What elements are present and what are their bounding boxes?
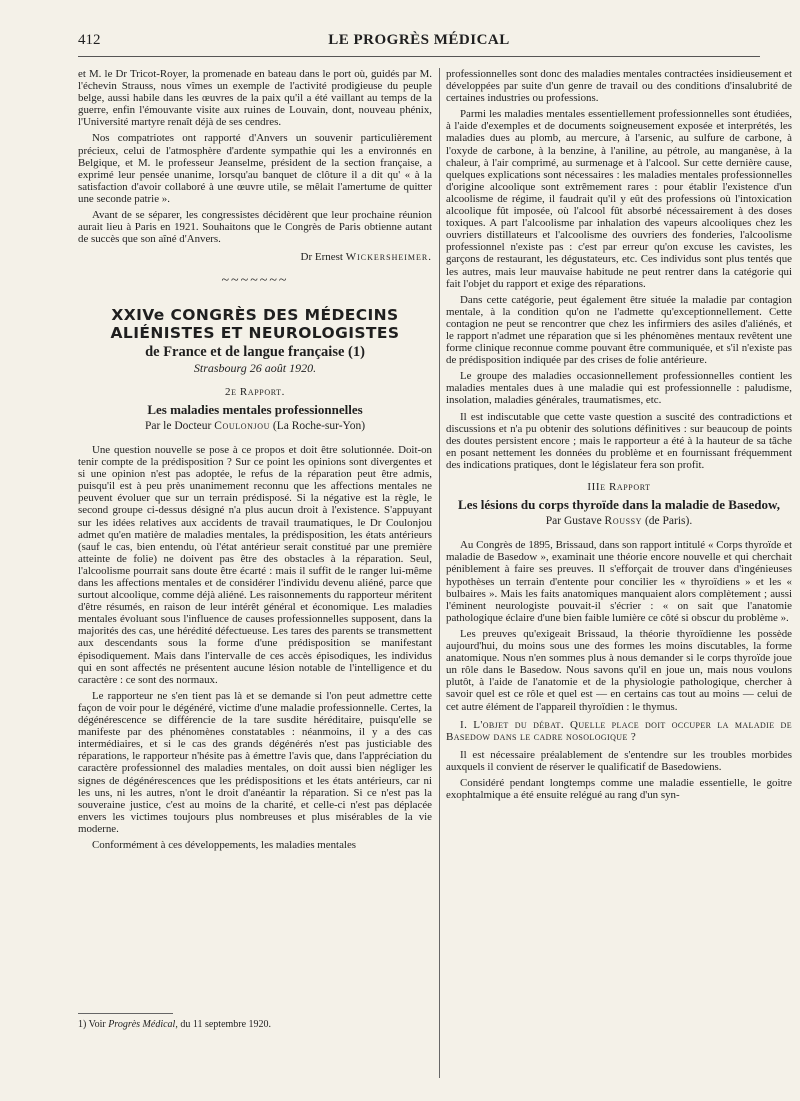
author-place: (La Roche-sur-Yon) [269, 419, 366, 432]
author-prefix: Par Gustave [545, 515, 605, 528]
author-name: Roussy [604, 515, 643, 528]
footnote-journal: Progrès Médical [108, 1019, 176, 1030]
rapport-label: 2e Rapport. [224, 385, 286, 398]
signature [78, 251, 432, 263]
paragraph: Le groupe des maladies occasionnellement professionnelles contient les maladies mentales dues à une maladie qui est professionnelle : paludisme, insolation, maladies générales, traumatismes, etc. [446, 370, 792, 407]
column-divider [439, 68, 440, 1078]
congress-title: XXIVe CONGRÈS DES MÉDECINS ALIÉNISTES ET NEUROLOGISTES [110, 305, 400, 342]
signature-prefix: Dr Ernest [300, 251, 346, 264]
paragraph: Au Congrès de 1895, Brissaud, dans son rapport intitulé « Corps thyroïde et maladie de Basedow », examinait une théorie encore nouvelle et qui cherchait péniblement à faire ses preuves. Il s'efforçait de trouver dans d'ingénieuses hypothèses un terrain d'entente pour concilier les « thyroïdiens » et les « bulbaires ». Mais les faits anatomiques manquaient alors complètement ; aussi l'éminent neurologiste pouvait-il s'écrier : « on sait que l'anatomie pathologique éclaire d'une bien faible lumière ce côté si obscur du problème ». [446, 539, 792, 624]
congress-subtitle: de France et de langue française (1) [145, 343, 365, 360]
paragraph: Parmi les maladies mentales essentiellement professionnelles sont étudiées, à l'aide d'exemples et de documents soigneusement exposée et interprétés, les maladies dues au plomb, au mercure, à l'arsenic, au sulfure de carbone, à l'oxyde de carbone, à la benzine, à l'aniline, au pétrole, au manganèse, à la chaleur, à l'air comprimé, au surmenage et à l'alcool. Sur cette dernière cause, quelques explications sont nécessaires : les maladies mentales professionnelles d'origine alcoolique sont extrêmement rares : pour établir l'existence d'un alcoolisme de régime, il faudrait qu'il y eût des professions où l'intoxication alcoolique fût imposée, où l'alcool fût absorbé nécessairement à des doses toxiques. A part l'alcoolisme par inhalation des vapeurs alcooliques chez les ouvriers distillateurs et l'alcoolisme des ouvriers des fonderies, l'alcoolisme professionnel n'existe pas : c'est par erreur qu'on excuse les cavistes, les garçons de restaurant, les dégustateurs, etc. Ces individus sont plus tentés que les autres, mais leur mauvaise habitude ne peut rentrer dans la catégorie qui fait l'objet du rapport et exige des réparations. [446, 108, 792, 290]
author-prefix: Par le Docteur [144, 419, 215, 432]
paragraph: Une question nouvelle se pose à ce propos et doit être solutionnée. Doit-on tenir compte de la prédisposition ? Sur ce point les opinions sont divergentes et si une opinion n'est pas adoptée, le refus de la réparation peut être admis, puisqu'il est à peu près unanimement reconnu que les affections mentales ne peuvent évoluer que sur un terrain prédisposé. Si la négative est la règle, le second groupe ci-dessus désigné n'a plus aucun droit à l'existence. S'appuyant sur les idées relatives aux accidents de travail traumatiques, le Dr Coulonjou admet qu'en matière de maladies mentales, la prédisposition, les états antérieurs (sauf le cas, bien entendu, où l'état antérieur serait constitué par une première atteinte de folie) ne doivent pas être des obstacles à la réparation. Seul, l'alcoolisme pourrait sans doute être écarté : mais il suffit de le ranger lui-même dans les affections mentales et de considérer l'individu devenu aliéné, parce que surtout alcoolique, comme déjà aliéné. Les raisonnements du rapporteur méritent d'être résumés, en raison de leur intérêt général et économique. Les maladies mentales évoluant sous l'influence de causes professionnelles supposent, dans la majorités des cas, une hérédité défectueuse. Les tares des parents se transmettent aux descendants sous la forme d'une prédisposition se manifestant épisodiquement. Mais dans l'intervalle de ces accès épisodiques, les individus qui en sont affectés ne présentent aucune lésion notable de l'intelligence et du caractère : ce sont des normaux. [78, 443, 432, 686]
right-column [446, 68, 792, 805]
paragraph: et M. le Dr Tricot-Royer, la promenade en bateau dans le port où, guidés par M. l'échevin Strauss, nous vîmes un exemple de l'activité prodigieuse du peuple belge, aussi habile dans les œuvres de la paix qu'il a été vaillant au temps de la guerre, enfin l'émouvante visite aux ruines de Louvain, dont, nouveau phénix, l'Université martyre renaît déjà de ses cendres. [78, 68, 432, 129]
paragraph: Les preuves qu'exigeait Brissaud, la théorie thyroïdienne les possède aujourd'hui, du moins sous une des formes les moins discutables, la forme anatomique. Nous n'en sommes plus à nous demander si le corps thyroïde joue un rôle dans le Basedow. Nous savons qu'il en joue un, mais nous voulons plutôt, à l'aide de l'anatomie et de la physiologie pathologique, chercher à savoir quel est ce rôle et quel est — en certains cas tout au moins — celui de cet autre élément de l'appareil thyroïdien : le thymus. [446, 627, 792, 713]
section-title: I. L'objet du débat. Quelle place doit occuper la maladie de Basedow dans le cadre nosologique ? [446, 718, 792, 743]
author-place: (de Paris). [642, 515, 693, 528]
paragraph: Conformément à ces développements, les maladies mentales [92, 838, 357, 851]
rapport-author [78, 420, 432, 432]
signature-name: Wickersheimer. [345, 251, 432, 264]
footnote [78, 1019, 432, 1030]
left-column [78, 68, 432, 855]
paragraph: Avant de se séparer, les congressistes décidèrent que leur prochaine réunion aurait lieu à Paris en 1921. Souhaitons que le Congrès de Paris obtienne autant de succès que son aîné d'Anvers. [78, 209, 432, 246]
rapport-title: Les maladies mentales professionnelles [147, 401, 363, 417]
congress-date: Strasbourg 26 août 1920. [193, 360, 317, 375]
page-header [78, 30, 760, 57]
rapport-title: Les lésions du corps thyroïde dans la maladie de Basedow, [458, 497, 780, 513]
rapport-author [446, 515, 792, 527]
paragraph: Le rapporteur ne s'en tient pas là et se demande si l'on peut admettre cette façon de voir pour le dégénéré, victime d'une maladie professionnelle. Certes, la dégénérescence se différencie de la tare susdite héréditaire, puisqu'elle se manifeste par des phénomènes constatables : néanmoins, il y a des cas intermédiaires, et si le cas des grands dégénérés n'est pas justiciable des réparations, le rapporteur n'hésite pas à émettre l'avis que, dans l'appréciation du caractère professionnel des maladies mentales, on doit aussi bien négliger les signes de dégénérescences que les prédispositions et les états antérieurs, car ni les uns, ni les autres, n'ont le droit d'anéantir la réparation. Si ce n'est pas la souveraine justice, c'est au moins de la charité, et celle-ci n'est pas déplacée envers les victimes toujours plus nombreuses et plus misérables de la vie moderne. [78, 689, 432, 835]
journal-title: LE PROGRÈS MÉDICAL [328, 32, 510, 48]
page-number: 412 [78, 32, 101, 48]
footnote-rule [78, 1013, 173, 1014]
paragraph: Il est nécessaire préalablement de s'entendre sur les troubles morbides auxquels il convient de réserver le qualificatif de Basedowiens. [446, 748, 792, 773]
ornament-divider: ~~~~~~~ [221, 273, 289, 289]
paragraph: Il est indiscutable que cette vaste question a suscité des contradictions et discussions et n'a pu obtenir des solutions définitives : sur beaucoup de points des doutes persistent encore ; mais le rapporteur a été à la hauteur de sa tâche en posant nettement les données du problème et en fournissant fréquemment des indications pratiques, dont le législateur fera son profit. [446, 410, 792, 471]
rapport-label: IIIe Rapport [587, 481, 651, 493]
footnote-prefix: 1) Voir [78, 1019, 109, 1030]
author-name: Coulonjou [214, 419, 270, 432]
paragraph: Considéré pendant longtemps comme une maladie essentielle, le goitre exophtalmique a été ensuite relégué au rang d'un syn- [446, 776, 792, 802]
paragraph: Dans cette catégorie, peut également être située la maladie par contagion mentale, à la condition qu'on ne l'admette qu'exceptionnellement. Cette contagion ne peut se rencontrer que chez les infirmiers des asiles d'aliénés, et le rapport n'admet une réparation que si les phénomènes mentaux revêtent une forme clinique reconnue comme pouvant être communiquée, et s'il n'existe pas de prédisposition indiquée par des crises de folie antérieure. [446, 293, 792, 367]
paragraph: professionnelles sont donc des maladies mentales contractées insidieusement et développées par suite d'un genre de travail ou des conditions d'insalubrité de certaines industries ou professions. [446, 68, 792, 105]
paragraph: Nos compatriotes ont rapporté d'Anvers un souvenir particulièrement précieux, celui de l'atmosphère d'ardente sympathie qui les a environnés en Belgique, et M. le professeur Jeanselme, président de la section française, a exprimé leur pensée unanime, lorsqu'au banquet de clôture il a dit qu' « à la satisfaction d'avoir collaboré à une œuvre utile, se mêlait l'amertume de quitter une seconde patrie ». [78, 132, 432, 205]
footnote-suffix: , du 11 septembre 1920. [175, 1019, 272, 1030]
